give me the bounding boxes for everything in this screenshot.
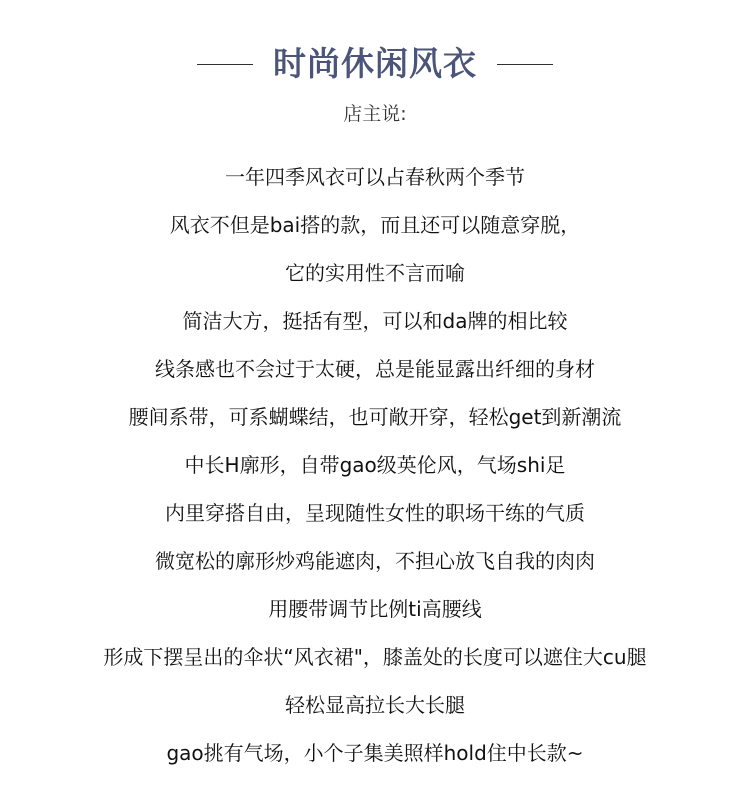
- description-line: 用腰带调节比例ti高腰线: [268, 597, 482, 621]
- description-line: 一年四季风衣可以占春秋两个季节: [225, 165, 525, 189]
- description-line: 它的实用性不言而喻: [285, 261, 465, 285]
- description-line: 腰间系带，可系蝴蝶结，也可敞开穿，轻松get到新潮流: [128, 405, 622, 429]
- description-line: 内里穿搭自由，呈现随性女性的职场干练的气质: [165, 501, 585, 525]
- title-left-rule: [197, 64, 253, 65]
- description-line: 微宽松的廓形炒鸡能遮肉，不担心放飞自我的肉肉: [155, 549, 595, 573]
- description-line: 风衣不但是bai搭的款，而且还可以随意穿脱，: [169, 213, 581, 237]
- page-title: 时尚休闲风衣: [273, 44, 477, 83]
- title-right-rule: [497, 64, 553, 65]
- description-line: gao挑有气场，小个子集美照样hold住中长款~: [166, 741, 584, 765]
- description-line: 简洁大方，挺括有型，可以和da牌的相比较: [182, 309, 568, 333]
- description-line: 中长H廓形，自带gao级英伦风，气场shi足: [184, 453, 566, 477]
- description-line: 线条感也不会过于太硬，总是能显露出纤细的身材: [155, 357, 595, 381]
- description-list: [0, 160, 750, 784]
- description-line: 形成下摆呈出的伞状“风衣裙"，膝盖处的长度可以遮住大cu腿: [103, 645, 647, 669]
- page-header: [0, 38, 750, 90]
- page-subtitle: 店主说:: [343, 103, 407, 125]
- description-line: 轻松显高拉长大长腿: [285, 693, 465, 717]
